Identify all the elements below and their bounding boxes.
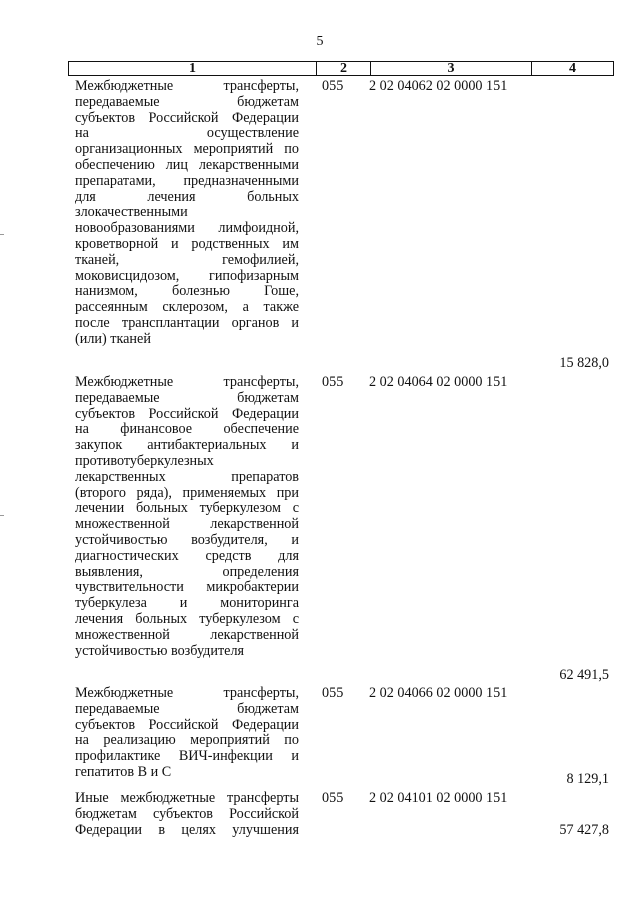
description-line: субъектов Российской Федерации: [75, 405, 299, 422]
row-admin-code: 055: [322, 790, 344, 806]
description-line: множественной лекарственной: [75, 516, 299, 533]
description-line: бюджетам субъектов Российской: [75, 805, 299, 822]
row-admin-code: 055: [322, 78, 344, 94]
row-budget-code: 2 02 04064 02 0000 151: [369, 374, 508, 390]
scan-edge-mark: [0, 234, 4, 235]
header-col-2: 2: [317, 62, 371, 75]
description-line: закупок антибактериальных и: [75, 437, 299, 454]
description-line: на осуществление: [75, 125, 299, 142]
description-line: после трансплантации органов и: [75, 314, 299, 331]
description-line: Межбюджетные трансферты,: [75, 78, 299, 94]
row-description: [75, 791, 299, 838]
row-amount: 8 129,1: [566, 771, 609, 787]
header-col-4: 4: [569, 61, 576, 76]
page-number: 5: [316, 34, 324, 49]
description-line: (второго ряда), применяемых при: [75, 484, 299, 501]
description-line: противотуберкулезных: [75, 452, 214, 469]
description-line: лечения больных туберкулезом с: [75, 610, 299, 627]
row-description: [75, 686, 299, 781]
description-line: на реализацию мероприятий по: [75, 732, 299, 749]
description-line: гепатитов В и С: [75, 763, 172, 780]
description-line: передаваемые бюджетам: [75, 700, 299, 717]
row-amount: 57 427,8: [559, 822, 609, 838]
scan-edge-mark: [0, 515, 4, 516]
row-description: [75, 375, 299, 659]
row-admin-code: 055: [322, 374, 344, 390]
description-line: передаваемые бюджетам: [75, 93, 299, 110]
description-line: моковисцидозом, гипофизарным: [75, 267, 299, 284]
description-line: диагностических средств для: [75, 547, 299, 564]
description-line: организационных мероприятий по: [75, 141, 299, 158]
description-line: для лечения больных: [75, 188, 299, 205]
description-line: Федерации в целях улучшения: [75, 821, 299, 838]
description-line: рассеянным склерозом, а также: [75, 299, 299, 316]
header-col-1: 1: [69, 62, 317, 75]
header-col-3: 3: [371, 62, 532, 75]
row-admin-code: 055: [322, 685, 344, 701]
description-line: Межбюджетные трансферты,: [75, 374, 299, 390]
description-line: на финансовое обеспечение: [75, 421, 299, 438]
description-line: лекарственных препаратов: [75, 468, 299, 485]
row-budget-code: 2 02 04066 02 0000 151: [369, 685, 508, 701]
row-budget-code: 2 02 04062 02 0000 151: [369, 78, 508, 94]
description-line: чувствительности микробактерии: [75, 579, 299, 596]
description-line: множественной лекарственной: [75, 626, 299, 643]
description-line: новообразованиями лимфоидной,: [75, 220, 299, 237]
description-line: Межбюджетные трансферты,: [75, 685, 299, 701]
row-amount: 62 491,5: [559, 667, 609, 683]
row-description: [75, 79, 299, 348]
description-line: лечении больных туберкулезом с: [75, 500, 299, 517]
description-line: выявления, определения: [75, 563, 299, 580]
description-line: нанизмом, болезнью Гоше,: [75, 283, 299, 300]
description-line: устойчивостью возбудителя: [75, 642, 245, 659]
description-line: препаратами, предназначенными: [75, 172, 299, 189]
description-line: злокачественными: [75, 204, 188, 221]
description-line: передаваемые бюджетам: [75, 389, 299, 406]
description-line: кроветворной и родственных им: [75, 235, 299, 252]
description-line: (или) тканей: [75, 330, 151, 347]
description-line: субъектов Российской Федерации: [75, 109, 299, 126]
description-line: туберкулеза и мониторинга: [75, 595, 299, 612]
row-amount: 15 828,0: [559, 355, 609, 371]
table-header: [68, 61, 614, 76]
description-line: субъектов Российской Федерации: [75, 716, 299, 733]
description-line: тканей, гемофилией,: [75, 251, 299, 268]
description-line: обеспечению лиц лекарственными: [75, 156, 299, 173]
description-line: Иные межбюджетные трансферты: [75, 790, 299, 806]
row-budget-code: 2 02 04101 02 0000 151: [369, 790, 508, 806]
description-line: профилактике ВИЧ-инфекции и: [75, 748, 299, 765]
description-line: устойчивостью возбудителя, и: [75, 531, 299, 548]
